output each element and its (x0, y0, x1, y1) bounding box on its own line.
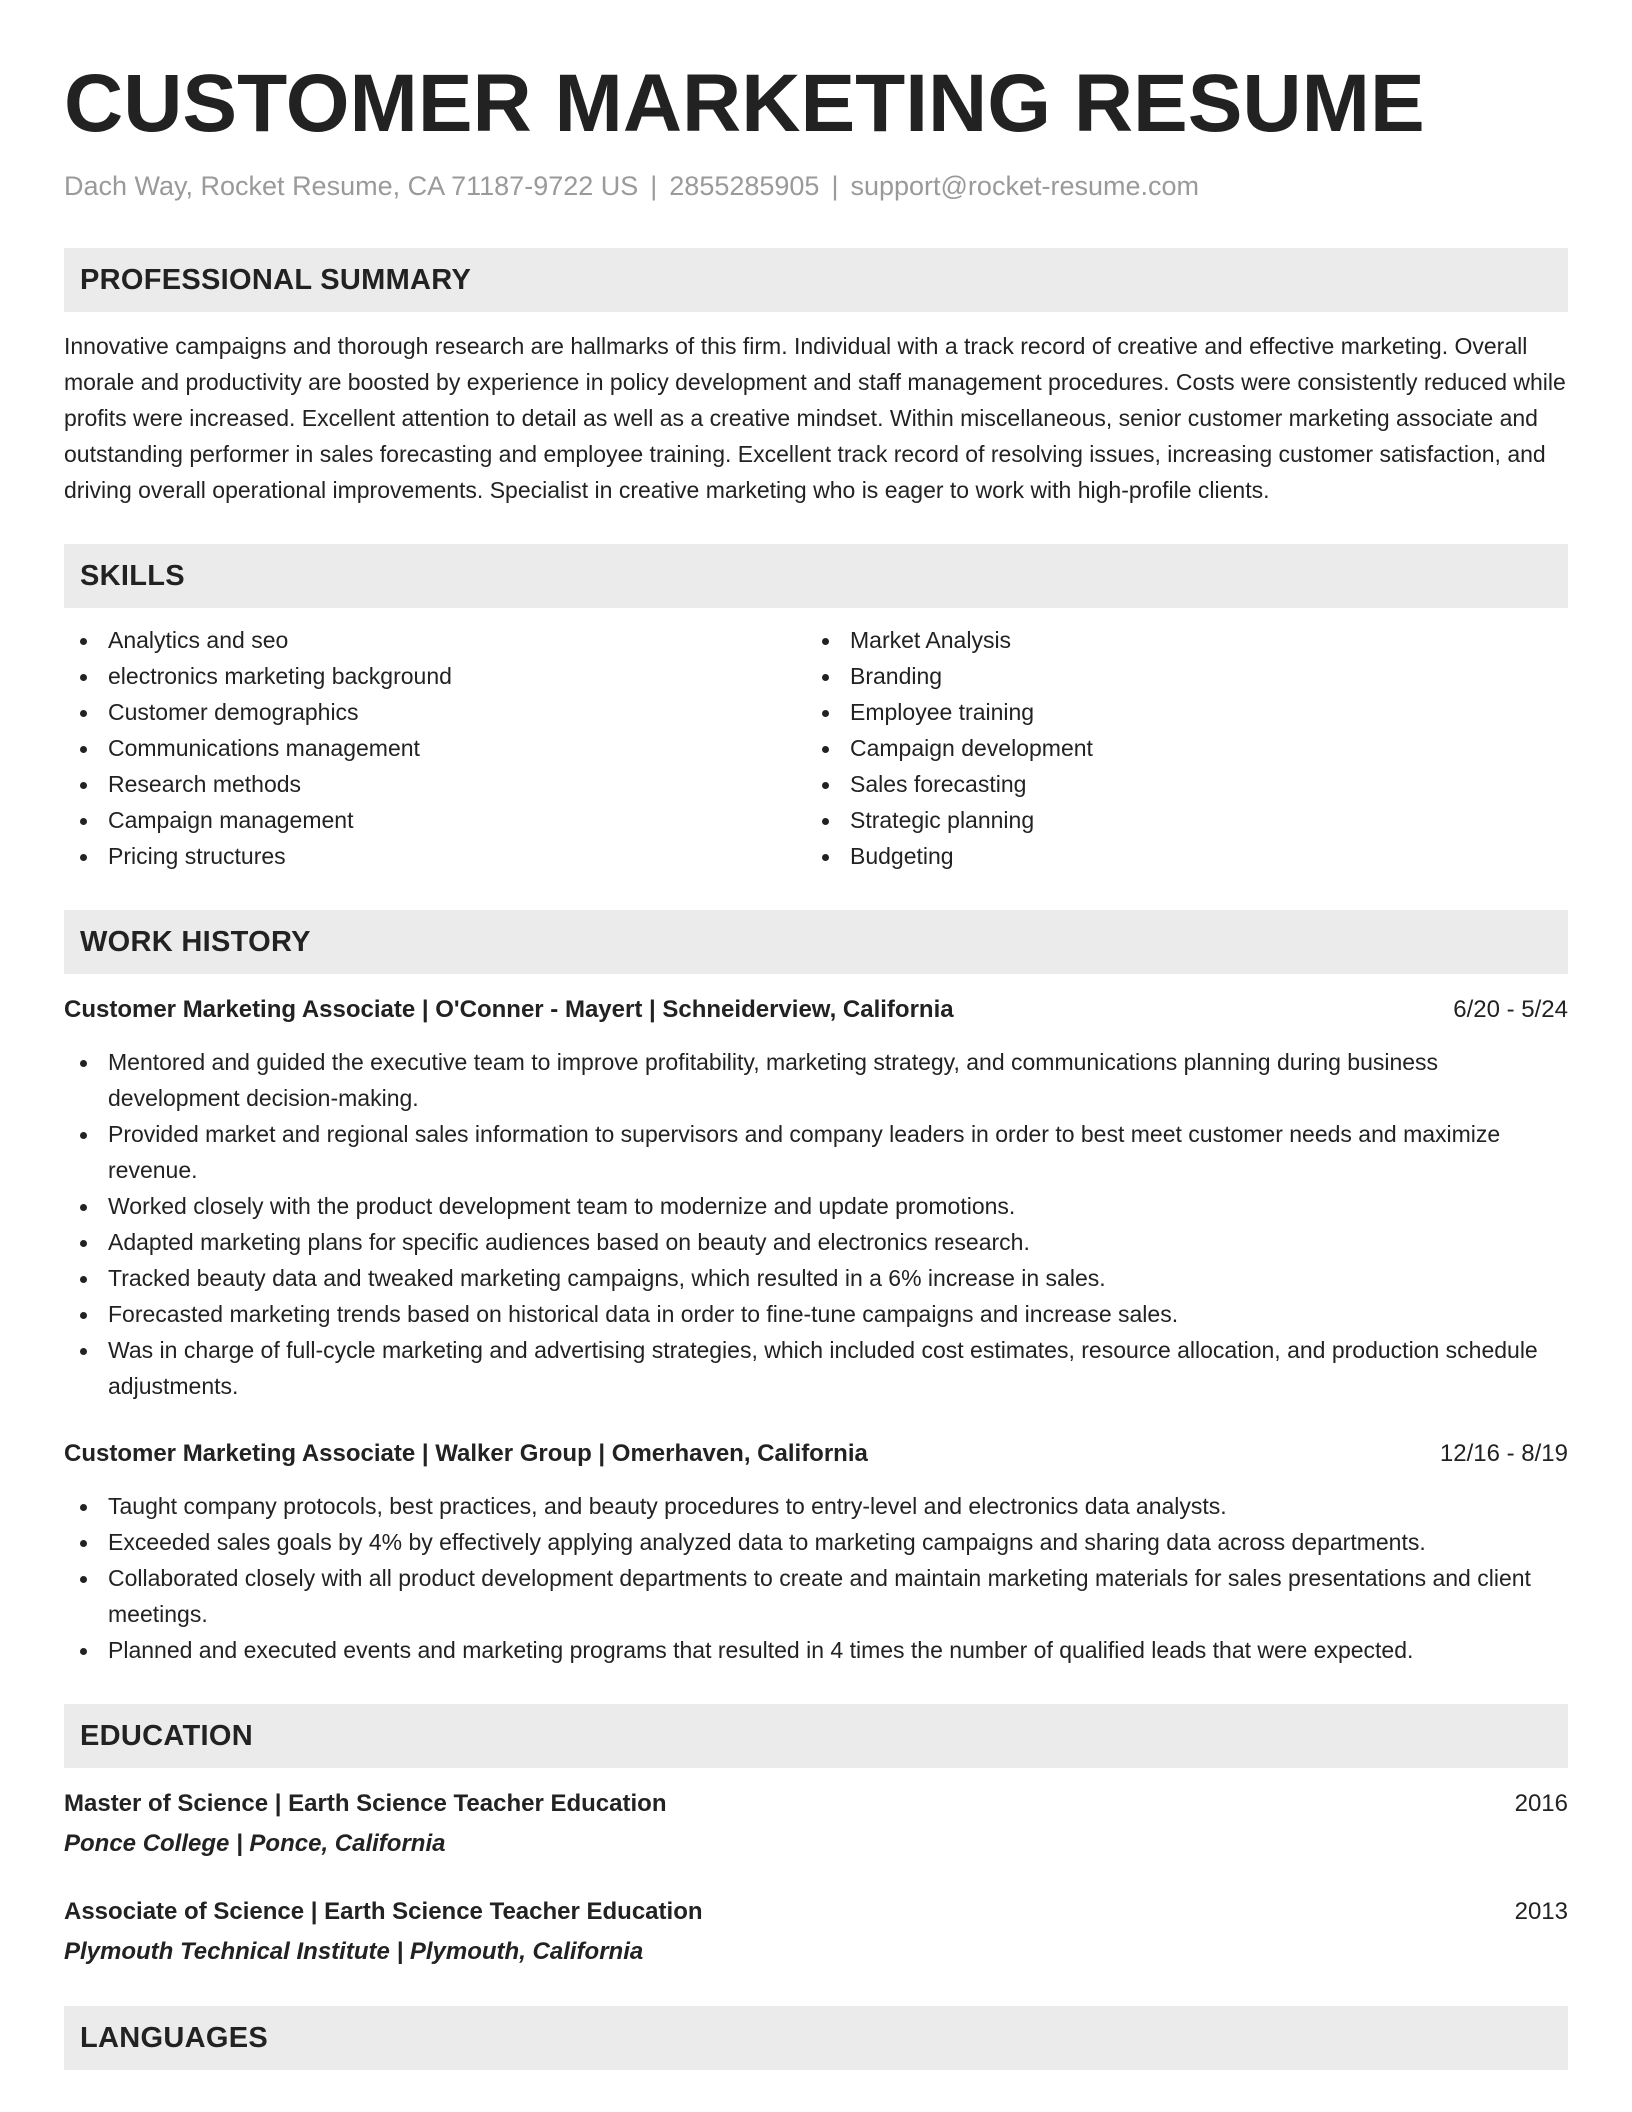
skill-item: Strategic planning (806, 802, 1548, 838)
skill-item: Campaign management (64, 802, 806, 838)
skills-column-left (64, 622, 806, 874)
job-bullet: Was in charge of full-cycle marketing and advertising strategies, which included cost estimates, resource allocation, and production schedule adjustments. (64, 1332, 1568, 1404)
job-entry (64, 992, 1568, 1404)
skill-item: Market Analysis (806, 622, 1548, 658)
skill-item: electronics marketing background (64, 658, 806, 694)
section-header-summary: PROFESSIONAL SUMMARY (64, 248, 1568, 312)
contact-phone: 2855285905 (669, 171, 820, 201)
skill-item: Sales forecasting (806, 766, 1548, 802)
job-bullet: Tracked beauty data and tweaked marketing campaigns, which resulted in a 6% increase in sales. (64, 1260, 1568, 1296)
job-bullet: Collaborated closely with all product development departments to create and maintain marketing materials for sales presentations and client meetings. (64, 1560, 1568, 1632)
skill-item: Budgeting (806, 838, 1548, 874)
contact-separator: | (650, 171, 658, 201)
education-entry (64, 1786, 1568, 1862)
job-bullet: Adapted marketing plans for specific audiences based on beauty and electronics research. (64, 1224, 1568, 1260)
job-header (64, 992, 1568, 1028)
education-degree: Associate of Science | Earth Science Teacher Education (64, 1898, 703, 1925)
job-title: Customer Marketing Associate | Walker Group | Omerhaven, California (64, 1440, 868, 1467)
job-bullet: Taught company protocols, best practices, and beauty procedures to entry-level and electronics data analysts. (64, 1488, 1568, 1524)
resume-page (64, 56, 1568, 2070)
section-header-skills: SKILLS (64, 544, 1568, 608)
skill-item: Pricing structures (64, 838, 806, 874)
job-bullet: Planned and executed events and marketing programs that resulted in 4 times the number of qualified leads that were expected. (64, 1632, 1568, 1668)
job-entry (64, 1436, 1568, 1668)
job-title: Customer Marketing Associate | O'Conner - Mayert | Schneiderview, California (64, 996, 954, 1023)
contact-line (64, 168, 1568, 204)
section-header-education: EDUCATION (64, 1704, 1568, 1768)
contact-address: Dach Way, Rocket Resume, CA 71187-9722 US (64, 171, 639, 201)
resume-title: CUSTOMER MARKETING RESUME (64, 58, 1425, 149)
job-dates: 12/16 - 8/19 (1439, 1440, 1568, 1467)
education-header (64, 1894, 1568, 1930)
section-header-languages: LANGUAGES (64, 2006, 1568, 2070)
job-bullets (64, 1044, 1568, 1404)
skills-grid (64, 622, 1568, 874)
job-bullet: Exceeded sales goals by 4% by effectively applying analyzed data to marketing campaigns and sharing data across departments. (64, 1524, 1568, 1560)
summary-text: Innovative campaigns and thorough research are hallmarks of this firm. Individual with a track record of creative and effective marketing. Overall morale and productivity are boosted by experience in policy development and staff management procedures. Costs were consistently reduced while profits were increased. Excellent attention to detail as well as a creative mindset. Within miscellaneous, senior customer marketing associate and outstanding performer in sales forecasting and employee training. Excellent track record of resolving issues, increasing customer satisfaction, and driving overall operational improvements. Specialist in creative marketing who is eager to work with high-profile clients. (64, 333, 1566, 503)
skills-column-right (806, 622, 1548, 874)
skill-item: Communications management (64, 730, 806, 766)
contact-separator: | (831, 171, 839, 201)
contact-email: support@rocket-resume.com (850, 171, 1199, 201)
job-bullet: Provided market and regional sales information to supervisors and company leaders in order to best meet customer needs and maximize revenue. (64, 1116, 1568, 1188)
skill-item: Customer demographics (64, 694, 806, 730)
education-entry (64, 1894, 1568, 1970)
education-school: Plymouth Technical Institute | Plymouth, California (64, 1938, 644, 1965)
education-degree: Master of Science | Earth Science Teacher Education (64, 1790, 667, 1817)
skill-item: Campaign development (806, 730, 1548, 766)
education-year: 2016 (1514, 1790, 1568, 1817)
job-bullet: Forecasted marketing trends based on historical data in order to fine-tune campaigns and increase sales. (64, 1296, 1568, 1332)
job-header (64, 1436, 1568, 1472)
education-year: 2013 (1514, 1898, 1568, 1925)
job-dates: 6/20 - 5/24 (1453, 996, 1568, 1023)
education-header (64, 1786, 1568, 1822)
job-bullet: Worked closely with the product development team to modernize and update promotions. (64, 1188, 1568, 1224)
skill-item: Research methods (64, 766, 806, 802)
section-header-work-history: WORK HISTORY (64, 910, 1568, 974)
job-bullets (64, 1488, 1568, 1668)
education-school: Ponce College | Ponce, California (64, 1830, 446, 1857)
job-bullet: Mentored and guided the executive team to improve profitability, marketing strategy, and communications planning during business development decision-making. (64, 1044, 1568, 1116)
skill-item: Analytics and seo (64, 622, 806, 658)
skill-item: Branding (806, 658, 1548, 694)
skill-item: Employee training (806, 694, 1548, 730)
